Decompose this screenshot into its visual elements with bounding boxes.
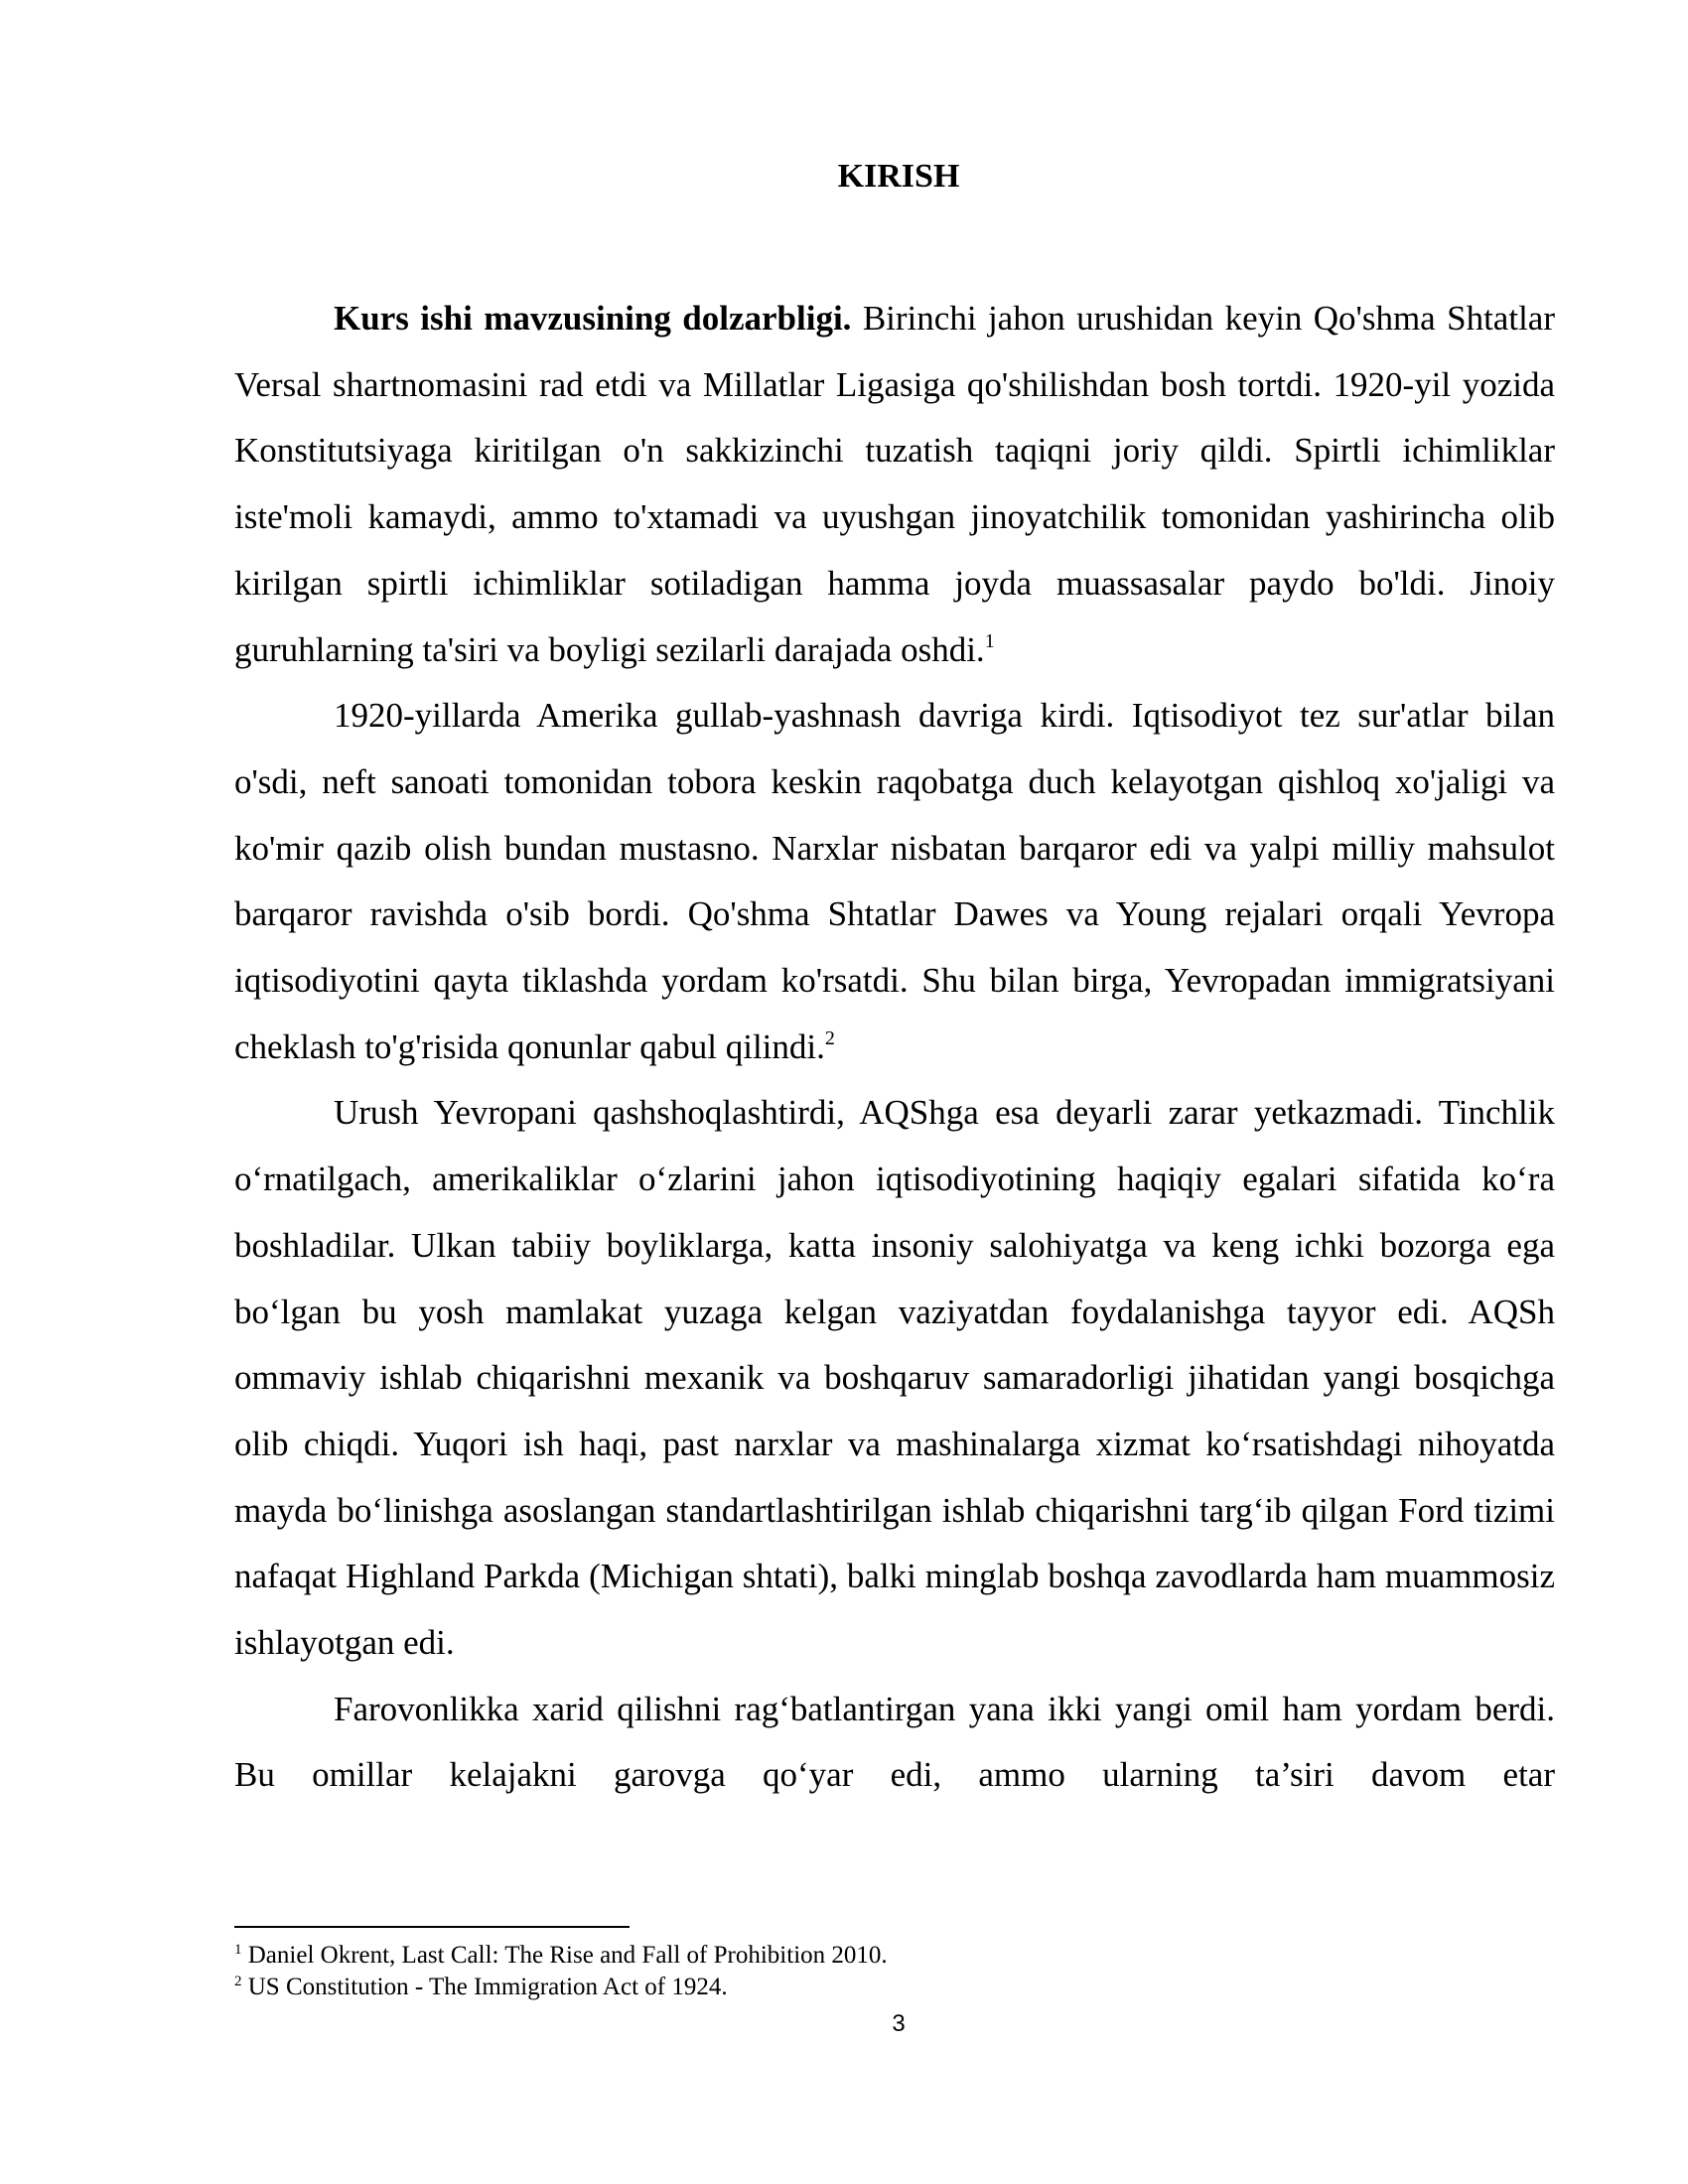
footnote-reference[interactable]: 2 <box>824 1026 835 1049</box>
paragraph-1 <box>234 286 1555 683</box>
paragraph-text: 1920-yillarda Amerika gullab-yashnash davriga kirdi. Iqtisodiyot tez sur'atlar bilan o'sdi, neft sanoati tomonidan tobora keskin raqobatga duch kelayotgan qishloq xo'jaligi va ko'mir qazib olish bundan mustasno. Narxlar nisbatan barqaror edi va yalpi milliy mahsulot barqaror ravishda o'sib bordi. Qo'shma Shtatlar Dawes va Young rejalari orqali Yevropa iqtisodiyotini qayta tiklashda yordam ko'rsatdi. Shu bilan birga, Yevropadan immigratsiyani cheklash to'g'risida qonunlar qabul qilindi. <box>234 696 1555 1066</box>
footnote-number: 2 <box>234 1974 242 1989</box>
body-text <box>234 286 1555 1809</box>
footnote-1 <box>234 1940 1525 1972</box>
paragraph-text: Birinchi jahon urushidan keyin Qo'shma Shtatlar Versal shartnomasini rad etdi va Millatlar Ligasiga qo'shilishdan bosh tortdi. 1920-yil yozida Konstitutsiyaga kiritilgan o'n sakkizinchi tuzatish taqiqni joriy qildi. Spirtli ichimliklar iste'moli kamaydi, ammo to'xtamadi va uyushgan jinoyatchilik tomonidan yashirincha olib kirilgan spirtli ichimliklar sotiladigan hamma joyda muassasalar paydo bo'ldi. Jinoiy guruhlarning ta'siri va boyligi sezilarli darajada oshdi. <box>234 299 1555 669</box>
page-number: 3 <box>892 2010 906 2037</box>
footnote-2 <box>234 1972 1525 2003</box>
footnote-separator <box>234 1926 630 1928</box>
paragraph-text: Farovonlikka xarid qilishni rag‘batlantirgan yana ikki yangi omil ham yordam berdi. Bu omillar kelajakni garovga qo‘yar edi, ammo ularning ta’siri davom etar <box>234 1689 1555 1795</box>
footnote-text: US Constitution - The Immigration Act of 1924. <box>241 1974 728 2000</box>
footnote-text: Daniel Okrent, Last Call: The Rise and Fall of Prohibition 2010. <box>241 1942 888 1969</box>
paragraph-lead: Kurs ishi mavzusining dolzarbligi. <box>334 299 852 338</box>
paragraph-text: Urush Yevropani qashshoqlashtirdi, AQShga esa deyarli zarar yetkazmadi. Tinchlik o‘rnatilgach, amerikaliklar o‘zlarini jahon iqtisodiyotining haqiqiy egalari sifatida ko‘ra boshladilar. Ulkan tabiiy boyliklarga, katta insoniy salohiyatga va keng ichki bozorga ega bo‘lgan bu yosh mamlakat yuzaga kelgan vaziyatdan foydalanishga tayyor edi. AQSh ommaviy ishlab chiqarishni mexanik va boshqaruv samaradorligi jihatidan yangi bosqichga olib chiqdi. Yuqori ish haqi, past narxlar va mashinalarga xizmat ko‘rsatishdagi nihoyatda mayda bo‘linishga asoslangan standartlashtirilgan ishlab chiqarishni targ‘ib qilgan Ford tizimi nafaqat Highland Parkda (Michigan shtati), balki minglab boshqa zavodlarda ham muammosiz ishlayotgan edi. <box>234 1093 1555 1663</box>
footnote-reference[interactable]: 1 <box>984 629 995 652</box>
paragraph-3 <box>234 1080 1555 1676</box>
footnote-number: 1 <box>234 1942 242 1958</box>
footnotes <box>234 1940 1525 2003</box>
paragraph-2 <box>234 683 1555 1080</box>
paragraph-4 <box>234 1677 1555 1809</box>
page-title: KIRISH <box>837 158 960 195</box>
